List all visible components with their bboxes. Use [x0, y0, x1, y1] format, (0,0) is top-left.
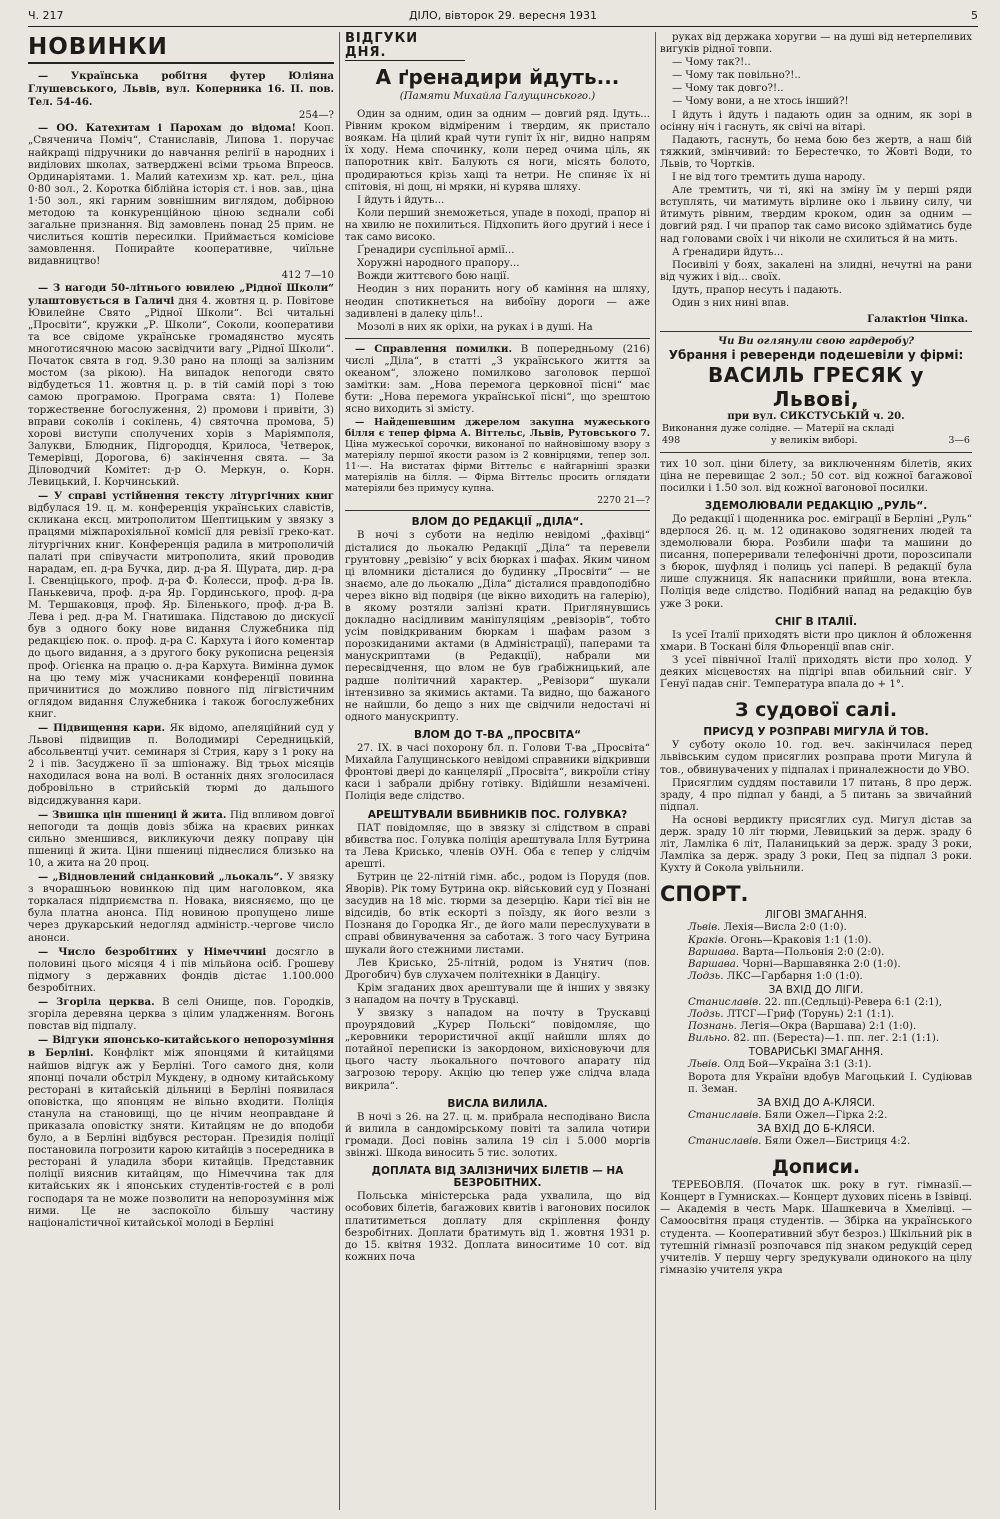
ad-line-question: Чи Ви оглянули свою гардеробу? — [718, 336, 914, 348]
article-paragraph: Із усеї Італії приходять вісти про циклон й обложення хмари. В Тоскані біля Фльоренції впав сніг. — [660, 629, 972, 653]
news-item-text: дня 4. жовтня ц. р. Повітове Ювилейне Свято „Рідної Школи“. Всі читальні „Просвіти“, кружки „Р. Школи“, Соколи, кооперативи та все свідоме українське громадянство мусять многотисячною масою засвідчити вагу „Рідної Школи“. Початок свята в год. 9.30 рано на площі за залізним мостом (за рікою). На випадок непогоди свято відбудеться 11. жовтня ц. р. в тій самій порі з тою самою програмою. Програма свята: 1) Полеве торжественне богослуження, 2) промови і привіти, 3) вправи соколів і сокілень, 4) святочна промова, 5) хорові виступи сполучених хорів з Маріямполя, Залукви, Блюдник, Підгородця, Крилоса, Четверок, Темерівці, Дорогова, 6) закінчення свята. — За Діловодчий Комітет: д-р О. Меркун, о. Корн. Левицький, І. Корчинський. — [28, 295, 334, 489]
sport-head-a-class: ЗА ВХІД ДО А-КЛЯСИ. — [756, 1096, 876, 1109]
author-signature: Галактіон Чіпка. — [867, 313, 968, 326]
news-item-lead: — ОО. Катехитам і Парохам до відома! — [38, 122, 296, 135]
sport-city: Львів. — [688, 1059, 721, 1071]
sport-head-league: ЛІГОВІ ЗМАГАННЯ. — [764, 909, 868, 922]
sport-result — [660, 947, 972, 959]
news-item-text: Конфлікт між японцями й китайцями найшов відгук аж у Берліні. Того самого дня, коли японці почали обстріл Мукдену, в одному китайському ресторані в китайській дільниці в Берліні появилася оповістка, що японцям не вільно входити. Поліція станула на становищі, що це нічим неоправдане й приказала оповістку зняти. Китайцям не до вподоби було, а в Берліні відбувся ресторан. Президія поліції постановила погрозити карою китайців з посередника в ресторані й уладила збори китайців. Представник поліції вияснив китайцям, що Німеччина так для китайських як і японських студентів-гостей є в ролі господаря та не може позволити на непорозуміння між ними. Це не заспокоїло більшу частину націоналістичної китайської молоді в Берліні — [28, 1048, 334, 1229]
news-item-lead: — У справі устійнення тексту літургічних книг — [38, 490, 334, 503]
sport-result — [660, 997, 972, 1009]
court-title: З судової салі. — [734, 699, 898, 722]
news-item — [28, 490, 334, 721]
sport-city: Варшава. — [688, 946, 740, 958]
article-paragraph: В ночі з суботи на неділю невідомі „фахівці“ дісталися до льокалю Редакції „Діла“ та перевели грунтовну „ревізію“ у всіх бюрках і шафах. Яким чином ці вломники дісталися до будинку „Просвіти“ — не знаємо, але до льокалю „Діла“ дісталися правдоподібно через вікно від подвіря (це вікно виходить на галерію), в якому розтяли залізні крати. Приглянувшись докладно насідливим маніпуляціям „ревізорів“, тобто усім повідкриваним бюркам і шафам разом з порозкиданими актами (в Адміністрації), паперами та манускриптами (в Редакції), набрали ми пересвідчення, що влом не був ґрабіжницький, але радше політичний характер. „Ревізори“ шукали інтензивно за якимись актами. Та видно, що бажаного не найшли, бо дещо з них ще свідчили недостачі ні одного манускрипту. — [345, 530, 650, 723]
article-head: ВЛОМ ДО Т-ВА „ПРОСВІТА“ — [413, 728, 582, 741]
ad-line-quality: Виконання дуже солідне. — Матерії на складі — [662, 423, 895, 435]
sport-city: Лодзь. — [688, 1009, 724, 1021]
news-items — [28, 70, 334, 1230]
masthead — [28, 8, 978, 27]
sport-score: ЛКС—Гарбарня 1:0 (1:0). — [726, 970, 863, 982]
article-paragraph: З усеї північної Італії приходять вісти про холод. У деяких місцевостях на підгірі впав обильний сніг. У Ґенуї падав сніг. Температура впала до + 1°. — [660, 654, 972, 691]
news-item-text: відбулася 19. ц. м. конференція українських славістів, скликана ексц. митрополитом Шептицьким у звязку з працями міжпарохіяльної комісії для ревізії греко-кат. літургічних книг. Конференція радила в митрополичій палаті при співучасти митрополита, який проводив нарадам, еп. д-ра Бучка, дир. д-ра Я. Щурата, дир. д-ра І. Свенціцького, проф. д-ра Ф. Колесси, проф. д-ра Ів. Панькевича, проф. д-ра Яр. Гординського, проф. д-ра М. Тершаковця, проф. Яр. Біленького, проф. д-ра В. Лева і ред. д-ра М. Гнатишака. Підставою до дискусії був з одного боку нове видання Служебника під редакцією пок. о. проф. д-ра С. Кархута і його коментар до цього видання, а з другого боку рукописна рецензія проф. Огієнка на працю о. д-ра Кархута. Вимінна думок на цю тему між учасниками конференції повинна причинитися до можливо повного під лігвістичним оглядом видання Служебника і також богослужебних книг. — [28, 503, 334, 720]
sport-score: 82. пп. (Береста)—1. пп. лег. 2:1 (1:1). — [733, 1033, 940, 1045]
news-item-ref: 412 7—10 — [281, 269, 334, 281]
ad-line-footer — [662, 435, 970, 447]
essay-continuation — [660, 32, 972, 310]
column-news — [28, 32, 334, 1512]
article-paragraph: Крім згаданих двох арештували ще й інших у звязку з нападом на почту в Трускавці. — [345, 982, 650, 1006]
page-number: 5 — [971, 9, 978, 22]
sport-result — [660, 922, 972, 934]
news-item-text: В селі Онище, пов. Городків, згоріла деревяна церква з цілим уладженням. Вогонь повстав від підпалу. — [28, 997, 334, 1033]
news-item — [28, 809, 334, 870]
sport-entry-results — [660, 997, 972, 1045]
sport-friendly-results — [660, 1059, 972, 1071]
article-paragraph: Польська міністерська рада ухвалила, що від особових білетів, багажових квитів і вагонових посилок платитиметься доплату для скріплення фонду безробітних. Доплати братимуть від 1. жовтня 1931 р. до 15. квітня 1932. Доплата виноситиме 10 сот. від кожних поча — [345, 1191, 650, 1263]
col3-articles — [660, 500, 972, 691]
essay-paragraph: Один за одним, один за одним — довгий ряд. Ідуть... Рівним кроком відміреним і твердим, як пристало воякам. На цілий край чути гупіт їх ніг, видно напрям їх ходу. Нема спочинку, коли перед очима ціль, як папоротник квіт. Балують ся ноги, місять болото, продираються крізь хащі та нетри. Не спиняє їх ні спітовія, ні дощ, ні мряки, ні курява шляху. — [345, 109, 650, 193]
essay-paragraph: І йдуть і йдуть і падають один за одним, як зорі в осінну ніч і гаснуть, як свічі на вітарі. — [660, 109, 972, 133]
essay-paragraph: Коли перший знеможеться, упаде в поході, прапор ні на хвилю не похилиться. Підхопить його другий і несе і так само високо. — [345, 207, 650, 244]
sport-result — [660, 1110, 972, 1122]
ad-line-address: при вул. СИКСТУСЬКІЙ ч. 20. — [727, 411, 905, 423]
news-item-lead: — „Відновлений сніданковий „льокаль“. — [38, 871, 283, 884]
essay-paragraph: руках від держака хоругви — на душі від нетерпеливих вигуків рідної товпи. — [660, 32, 972, 56]
sport-city: Станиславів. — [688, 1136, 762, 1148]
sport-score: Бяли Ожел—Гірка 2:2. — [764, 1109, 888, 1121]
ad-choice: у великім виборі. — [770, 435, 858, 447]
essay-paragraph: Неодин з них поранить ногу об каміння на шляху, неодин спотикнеться на вибоїну дороги — аже задивлені в далеку ціль!.. — [345, 284, 650, 320]
essay-title: А ґренадири йдуть... — [375, 65, 620, 89]
court-body — [660, 740, 972, 875]
letters-title: Дописи. — [771, 1156, 861, 1179]
article-head: ДОПЛАТА ВІД ЗАЛІЗНИЧИХ БІЛЕТІВ — НА БЕЗРОБІТНИХ. — [371, 1165, 624, 1190]
news-item — [28, 282, 334, 490]
sport-score: Огонь—Краковія 1:1 (1:0). — [730, 934, 872, 946]
clothing-advertisement — [660, 331, 972, 452]
article-paragraph: Лев Крисько, 25-літній, родом із Унятич (пов. Дрогобич) був слухачем політехніки в Данцігу. — [345, 957, 650, 981]
sport-result — [660, 1136, 972, 1148]
sport-score: Чорні—Варшавянка 2:0 (1:0). — [742, 958, 901, 970]
article-head: ВИСЛА ВИЛИЛА. — [447, 1097, 548, 1110]
sport-league-results — [660, 922, 972, 982]
sport-city: Познань. — [688, 1021, 737, 1033]
essay-paragraph: Посивілі у боях, закалені на злидні, нечутні на рани від чужих і від... своїх. — [660, 259, 972, 283]
sport-city: Львів. — [688, 922, 721, 934]
correction-lead: — Справлення помилки. — [355, 342, 513, 355]
sport-score: Варта—Польонія 2:0 (2:0). — [742, 946, 885, 958]
news-item-lead: — Згоріла церква. — [38, 996, 155, 1009]
shirt-notice-lead: — Найдешевшим джерелом закупна мужеського білля є тепер фірма А. Віттельс, Львів, Рутовського 7. — [345, 417, 650, 440]
essay-paragraph: — Чому так?!.. — [672, 57, 751, 69]
masthead-title: ДІЛО, вівторок 29. вересня 1931 — [408, 9, 598, 22]
sport-city: Вильно. — [688, 1033, 731, 1045]
column-divider — [339, 32, 340, 1510]
article-paragraph: У звязку з нападом на почту в Трускавці проурядовий „Курєр Польскі“ повідомляє, що „керовники терористичної акції найшли шлях до потайної переписки із закордоном, вихісновуючи для цього часту льокального почтового апарату під загрозою терору. Акцію цю тепер уже слідча влада викрила“. — [345, 1008, 650, 1092]
news-item-lead: — Українська робітня футер Юліяна Глушевського, Львів, вул. Коперника 16. II. пов. Тел. 54-46. — [28, 70, 334, 109]
letters-text: ТЕРЕБОВЛЯ. (Початок шк. року в гут. гімназії.— Концерт в Гумнисках.— Концерт духових пісень в Ізвівці. — Академія в честь Марк. Шашкевича в Хмелівці. — Самоосвітня праця студентів. — Збірка на українського студента. — Кооперативний збут безроз.) Шкільний рік в тутешній гімназії розпочався під знаком редукцій серед учителів. У першу чергу зредукували одинокого на цілу гімназію учителя укра — [660, 1180, 972, 1276]
sport-result — [660, 971, 972, 983]
essay-body — [345, 109, 650, 334]
sport-head-friendly: ТОВАРИСЬКІ ЗМАГАННЯ. — [748, 1046, 884, 1059]
article-head: АРЕШТУВАЛИ ВБИВНИКІВ ПОС. ГОЛУВКА? — [367, 808, 628, 821]
section-divider — [345, 510, 650, 511]
ad-line-offer: Убрання і реверенди подешевіли у фірмі: — [668, 348, 964, 363]
sport-title: СПОРТ. — [660, 882, 749, 907]
sport-result — [660, 1009, 972, 1021]
sport-score: Лехія—Висла 2:0 (1:0). — [723, 922, 847, 934]
news-item-text: Як відомо, апеляційний суд у Львові підвищив п. Володимирі Середницькій, абсольвентці учит. семинаря зі Стрия, кару з 1 року на 2 і пів. Засуджено її за шпіонажу. Від трьох місяців находилася вона на волі. В останніх днях зголосилася добровільно в стрийській тюрмі до дальшого відсиджування кари. — [28, 722, 334, 807]
essay-paragraph: Мозолі в них як оріхи, на руках і в душі. На — [357, 321, 593, 333]
court-head: ПРИСУД У РОЗПРАВІ МИГУЛА Й ТОВ. — [703, 726, 929, 739]
article-continuation: тих 10 зол. ціни білету, за виключенням білетів, яких ціна не перевищає 2 зол.; 50 сот. від кожної багажової посилки і 1.50 зол. від кожної вагонової посилки. — [660, 458, 972, 494]
essay-paragraph: Падають, гаснуть, бо нема бою без жертв, а наш бій тяжкий, змінчивий: то Берестечко, то Жовті Води, то Львів, то Чортків. — [660, 134, 972, 170]
essay-paragraph: І не від того тремтить душа народу. — [672, 172, 866, 184]
essay-paragraph: Ідуть, прапор несуть і падають. — [672, 284, 842, 296]
correction-text: В попередньому (216) числі „Діла“, в статті „З українського життя за океаном“, зложено помилково заголовок першої замітки: зам. „Нова перемога церковної пісні“ має бути: „Нова перемога української пісні“, що зрештою ясно виходить зі змісту. — [345, 343, 650, 416]
news-item-text: Кооп. „Свяченича Поміч“, Станиславів, Липова 1. поручає найкращі підручники до навчання релігії в народних і виділових школах, затверджені всіми трьома Впреосв. Ординаріятами. 1. Малий катехизм хр. кат. рел., ціна 0·80 зол., 2. Коротка біблійна історія ст. і нов. зав., ціна 1·50 зол., які гарним зовнішним виглядом, добірною методою та конкуренційною ціною зєднали собі загальне признання. Від замовлень понад 25 прим. не числиться коштів пересилки. Приймається комісіове замовлення. Попирайте кооперативне, чиїльне видавництво! — [28, 123, 334, 268]
article-paragraph: 27. IX. в часі похорону бл. п. Голови Т-ва „Просвіта“ Михайла Галущинського невідомі справники відкривши фронтові двері до канцелярії „Просвіта“, викроїли стіну каси і забрали дрібну готівку. Відійшли незамічені. Поліція веде слідство. — [345, 743, 650, 803]
sport-friendly-note: Ворота для України вдобув Магоцький І. Судіював п. Земан. — [688, 1071, 972, 1095]
sport-score: 22. пп.(Седльці)-Ревера 6:1 (2:1), — [764, 997, 942, 1008]
article-paragraph: ПАТ повідомляє, що в звязку зі слідством в справі вбивства пос. Голувка поліція арештувала Ілля Бутрина та Лева Крисько, членів ОУН. Оба є тепер у слідчім арешті. — [345, 822, 650, 870]
sport-b-class-results — [660, 1136, 972, 1148]
sport-city: Станиславів. — [688, 997, 762, 1008]
essay-paragraph: Вожди життєвого бою нації. — [357, 271, 510, 283]
news-item-text: досягло в половині цього місяця 4 і пів мільйона осіб. Грошеву підмогу з державних фондів дістає 1.100.000 безробітних. — [28, 946, 334, 994]
sport-head-entry: ЗА ВХІД ДО ЛІГИ. — [768, 983, 864, 996]
essay-paragraph: — Чому так довго?!.. — [672, 83, 784, 95]
essay-paragraph: І йдуть і йдуть... — [357, 194, 445, 206]
essay-paragraph: Один з них нині впав. — [672, 297, 790, 309]
sport-score: Легія—Окра (Варшава) 2:1 (1:0). — [740, 1021, 917, 1033]
court-paragraph: Присяглим суддям поставили 17 питань, 8 про держ. зраду, 4 про підпал у банді, а 5 питань за звичайний підпал. — [660, 777, 972, 813]
issue-number: Ч. 217 — [28, 9, 64, 22]
essay-paragraph: Хоружні народного прапору... — [357, 258, 520, 270]
news-item-text: У звязку з вчорашньою новинкою під цим наголовком, яка торкалася підприємства п. Новака, виясняємо, що це була платна анонса. Під новиною пропущено лише через друкарський недогляд адміністр.-чергове число анонси. — [28, 872, 334, 944]
news-item — [28, 1034, 334, 1230]
column-divider — [655, 32, 656, 1510]
shirt-notice-text: Ціна мужеської сорочки, виконаної по найновішому взору з матеріялу першої якости разом із 2 ковнірцями, тепер зол. 11·—. На вистатах фірми Віттельс є найгарніші зразки матеріялів на білля. — Фірма Віттельс просить оглядати матеріяли без примусу купна. — [345, 439, 650, 495]
news-item — [28, 946, 334, 995]
article-head: ЗДЕМОЛЮВАЛИ РЕДАКЦІЮ „РУЛЬ“. — [704, 499, 928, 512]
ad-ref-right: 3—6 — [948, 435, 970, 447]
sport-city: Станиславів. — [688, 1109, 762, 1121]
news-item — [28, 122, 334, 268]
news-item — [28, 996, 334, 1033]
news-item-lead: — З нагоди 50-літнього ювилею „Рідної Школи“ улаштовується в Галичі — [28, 281, 334, 307]
article-head: ВЛОМ ДО РЕДАКЦІЇ „ДІЛА“. — [411, 516, 584, 529]
correction-notice — [345, 343, 650, 417]
news-item-ref: 254—? — [298, 110, 334, 122]
news-item — [28, 722, 334, 808]
column-echoes — [345, 32, 650, 1512]
ad-line-firm: ВАСИЛЬ ГРЕСЯК у Львові, — [708, 363, 924, 412]
sport-city: Лодзь. — [688, 970, 724, 982]
news-item — [28, 70, 334, 109]
sport-result — [660, 1021, 972, 1033]
notice-ref: 2270 21—? — [597, 495, 650, 507]
article-paragraph: До редакції і щоденника рос. еміграції в Берліні „Руль“ вдерлося 26. ц. м. 12 одинаково зодягнених людей та здемолювали бюра. Розбили шафи та машини до писання, попереривали телефонічні дроти, порозсипали з бюрок, шуфляд і полиць усі папері. В редакції була лише служниця. Як напасники прийшли, вона втекла. Поліція веде слідство. Подібний напад на редакцію був уже 3 роки. — [660, 513, 972, 610]
sport-result — [660, 959, 972, 971]
court-paragraph: У суботу около 10. год. веч. закінчилася перед львівським судом присяглих розправа проти Мигула й тов., обвинувачених у підпалах і приналежности до УВО. — [660, 740, 972, 776]
essay-paragraph: Але тремтить, чи ті, які на зміну їм у перші ряди вступлять, чи матимуть вірлине око і львину силу, чи йтимуть рівним, твердим кроком, один за одним — довгий ряд. І чи прапор так само високо здійматись буде над головами своїх і чи ніколи не схилиться й на мить. — [660, 185, 972, 245]
shirt-notice — [345, 417, 650, 494]
section-divider — [345, 338, 650, 339]
column-right — [660, 32, 972, 1512]
news-item-lead: — Число безробітних у Німеччині — [38, 945, 267, 958]
news-item-lead: — Відгуки японсько-китайського непорозуміння в Берліні. — [28, 1034, 334, 1060]
sport-city: Краків. — [688, 934, 727, 946]
essay-paragraph: — Чому так повільно?!.. — [672, 70, 801, 82]
essay-paragraph: А ґренадири йдуть... — [672, 246, 784, 258]
article-paragraph: В ночі з 26. на 27. ц. м. прибрала несподівано Висла й вилила в сандомірському повіті та залила чотири громади. Досі повінь залила 19 сіл і 5.000 моргів звінжі. Шкода виносить 5 тис. золотих. — [345, 1111, 650, 1160]
echoes-rubric: ВІДГУКИ ДНЯ. — [345, 32, 465, 61]
article-paragraph: Бутрин це 22-літній гімн. абс., родом із Порудя (пов. Яворів). Рік тому Бутрина окр. військовий суд у Познані засудив на 18 міс. тюрми за дезерцію. Кари тієї він не відсидів, бо втік ескорті з поїзду, як його везли з Познаня до Городка Яг., де його мали переслухувати в справі обвинувачення за саботаж. З того часу Бутрина шукали його стежними листами. — [345, 871, 650, 956]
news-item-lead: — Підвищення кари. — [38, 721, 166, 734]
news-item-lead: — Звишка цін пшениці й жита. — [38, 808, 227, 821]
sport-score: Бяли Ожел—Бистриця 4:2. — [764, 1136, 911, 1148]
sport-result — [660, 1033, 972, 1045]
essay-paragraph: Ґренадири суспільної армії... — [357, 245, 515, 257]
essay-subtitle: (Памяти Михайла Галущинського.) — [399, 91, 596, 102]
sport-score: Олд Бой—Україна 3:1 (3:1). — [723, 1059, 872, 1071]
sport-result — [660, 935, 972, 947]
sport-city: Варшава. — [688, 958, 740, 970]
court-paragraph: На основі вердикту присяглих суд. Мигул дістав за держ. зраду 10 літ тюрми, Левицький за держ. зраду 6 літ, Ламліка 6 літ, Паланицький за держ. зраду 3 роки, Ламліка за держ. зраду 3 роки, Пец за підпал 3 роки. Кухту й Сокола увільнили. — [660, 814, 972, 875]
sport-head-b-class: ЗА ВХІД ДО Б-КЛЯСИ. — [756, 1122, 876, 1135]
news-item — [28, 871, 334, 945]
news-rubric: НОВИНКИ — [28, 34, 334, 64]
col2-articles — [345, 516, 650, 1264]
sport-score: ЛТСГ—Гриф (Торунь) 2:1 (1:1). — [726, 1009, 895, 1021]
news-item-text: Під впливом довгої непогоди та дощів довіз збіжа на краєвих ринках сильно зменшився, викликуючи деяку поправу цін пшениці й жита. Ціни пшениці піднеслися близько на 10, а жита на 20 проц. — [28, 809, 334, 869]
ad-ref-left: 498 — [662, 435, 681, 447]
sport-a-class-results — [660, 1110, 972, 1122]
article-head: СНІГ В ІТАЛІЇ. — [774, 615, 858, 628]
sport-result — [660, 1059, 972, 1071]
essay-paragraph: — Чому вони, а не хтось інший?! — [672, 96, 849, 108]
